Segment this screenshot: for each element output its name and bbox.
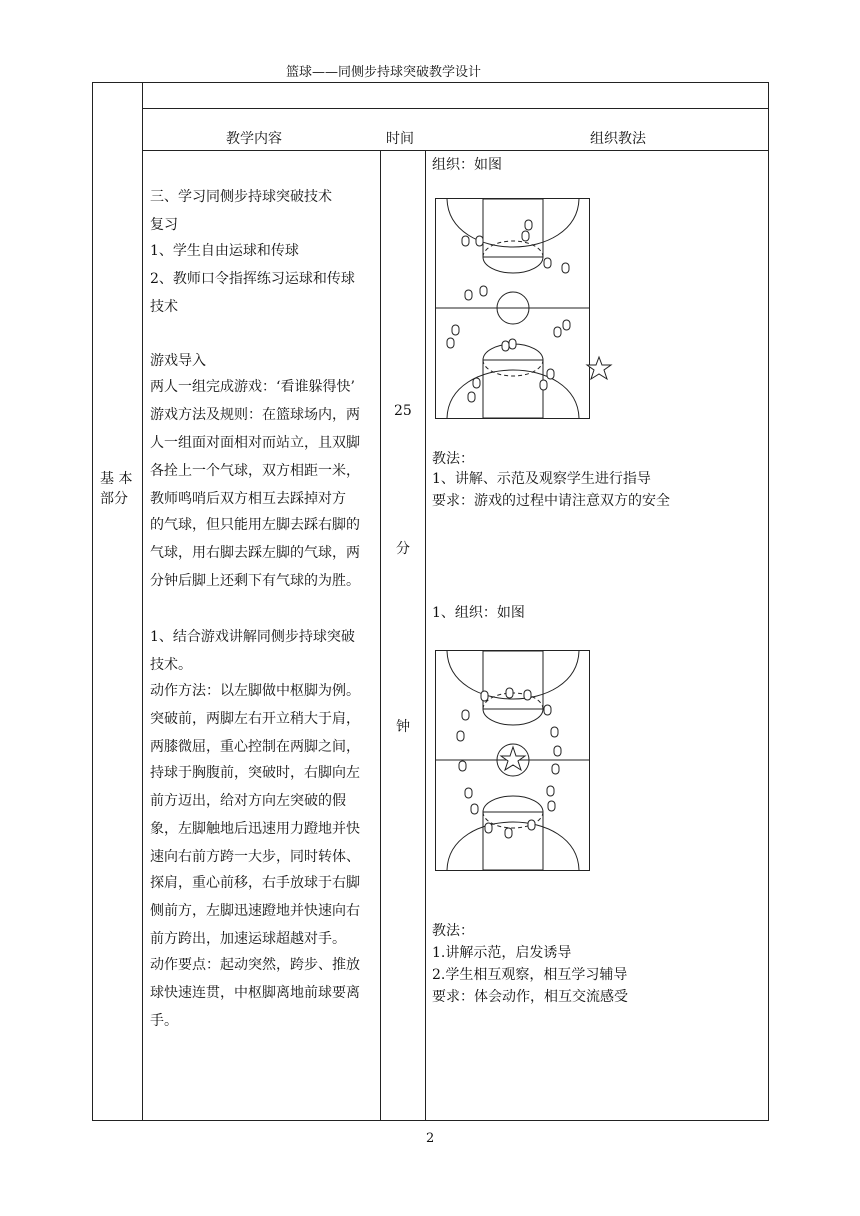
- player-marker-icon: [522, 231, 529, 241]
- page-number: 2: [426, 1131, 435, 1146]
- player-marker-icon: [525, 220, 532, 230]
- player-marker-icon: [552, 764, 559, 774]
- content-line: 侧前方，左脚迅速蹬地并快速向右: [150, 903, 360, 919]
- basketball-court-icon: [435, 650, 595, 876]
- player-marker-icon: [547, 786, 554, 796]
- player-marker-icon: [551, 727, 558, 737]
- player-marker-icon: [547, 369, 554, 379]
- content-line: 的气球，但只能用左脚去踩右脚的: [150, 517, 360, 533]
- teach-item-1: 1、讲解、示范及观察学生进行指导: [432, 471, 651, 487]
- content-line: 2、教师口令指挥练习运球和传球: [150, 271, 355, 287]
- time-unit-1: 分: [396, 541, 410, 557]
- content-line: 球快速连贯，中枢脚离地前球要离: [150, 985, 360, 1001]
- content-line: 前方跨出，加速运球超越对手。: [150, 931, 346, 947]
- content-line: 分钟后脚上还剩下有气球的为胜。: [150, 573, 360, 589]
- teach-item-2a: 1.讲解示范，启发诱导: [432, 945, 572, 961]
- star-icon: [587, 357, 611, 379]
- content-line: 三、学习同侧步持球突破技术: [150, 189, 332, 205]
- content-line: 动作方法：以左脚做中枢脚为例。: [150, 683, 360, 699]
- player-marker-icon: [554, 327, 561, 337]
- content-line: 各拴上一个气球，双方相距一米，: [150, 463, 360, 479]
- content-line: 两膝微屈，重心控制在两脚之间，: [150, 739, 360, 755]
- player-marker-icon: [459, 761, 466, 771]
- content-line: 技术。: [150, 657, 192, 673]
- content-line: 两人一组完成游戏：‘看谁躲得快’: [150, 379, 355, 395]
- player-marker-icon: [563, 320, 570, 330]
- time-value: 25: [394, 403, 412, 419]
- player-marker-icon: [562, 263, 569, 273]
- player-marker-icon: [447, 338, 454, 348]
- player-marker-icon: [476, 236, 483, 246]
- player-marker-icon: [540, 380, 547, 390]
- org-label-2: 1、组织：如图: [432, 605, 525, 621]
- player-marker-icon: [452, 325, 459, 335]
- content-line: 前方迈出，给对方向左突破的假: [150, 793, 346, 809]
- org-label-1: 组织：如图: [432, 157, 502, 173]
- content-line: 人一组面对面相对而站立，且双脚: [150, 435, 360, 451]
- section-label-line2: 部分: [100, 491, 128, 507]
- document-header: 篮球——同侧步持球突破教学设计: [286, 65, 482, 80]
- teach-item-2b: 2.学生相互观察，相互学习辅导: [432, 967, 628, 983]
- player-marker-icon: [457, 731, 464, 741]
- player-marker-icon: [548, 801, 555, 811]
- content-line: 游戏方法及规则：在篮球场内，两: [150, 407, 360, 423]
- header-time: 时间: [386, 131, 414, 147]
- content-line: 突破前，两脚左右开立稍大于肩，: [150, 711, 360, 727]
- content-line: 气球，用右脚去踩左脚的气球，两: [150, 545, 360, 561]
- player-marker-icon: [505, 828, 512, 838]
- player-marker-icon: [485, 823, 492, 833]
- content-line: 探肩，重心前移，右手放球于右脚: [150, 875, 360, 891]
- time-unit-2: 钟: [396, 719, 410, 735]
- player-marker-icon: [544, 705, 551, 715]
- section-label-line1: 基 本: [100, 471, 133, 487]
- content-line: 动作要点：起动突然，跨步、推放: [150, 957, 360, 973]
- player-marker-icon: [544, 258, 551, 268]
- player-marker-icon: [462, 236, 469, 246]
- basketball-court-icon: [435, 198, 615, 424]
- content-line: 手。: [150, 1013, 178, 1029]
- player-marker-icon: [462, 710, 469, 720]
- content-line: 1、结合游戏讲解同侧步持球突破: [150, 629, 355, 645]
- player-marker-icon: [528, 820, 535, 830]
- header-method: 组织教法: [590, 131, 646, 147]
- player-marker-icon: [524, 690, 531, 700]
- player-marker-icon: [502, 341, 509, 351]
- player-marker-icon: [509, 339, 516, 349]
- player-marker-icon: [465, 788, 472, 798]
- player-marker-icon: [506, 688, 513, 698]
- teach-title-1: 教法：: [432, 451, 474, 467]
- player-marker-icon: [468, 392, 475, 402]
- player-marker-icon: [465, 290, 472, 300]
- teach-req-1: 要求：游戏的过程中请注意双方的安全: [432, 493, 670, 509]
- content-line: 教师鸣哨后双方相互去踩掉对方: [150, 491, 346, 507]
- star-icon: [501, 747, 525, 770]
- content-line: 象，左脚触地后迅速用力蹬地并快: [150, 821, 360, 837]
- player-marker-icon: [473, 378, 480, 388]
- content-line: 持球于胸腹前，突破时，右脚向左: [150, 765, 360, 781]
- content-line: 速向右前方跨一大步，同时转体、: [150, 849, 360, 865]
- teach-req-2: 要求：体会动作，相互交流感受: [432, 989, 628, 1005]
- player-marker-icon: [481, 691, 488, 701]
- player-marker-icon: [480, 286, 487, 296]
- player-marker-icon: [554, 746, 561, 756]
- content-line: 技术: [150, 299, 178, 315]
- player-marker-icon: [471, 804, 478, 814]
- content-line: 复习: [150, 217, 178, 233]
- content-line: 1、学生自由运球和传球: [150, 243, 299, 259]
- teach-title-2: 教法：: [432, 923, 474, 939]
- content-line: 游戏导入: [150, 353, 206, 369]
- header-content: 教学内容: [226, 131, 282, 147]
